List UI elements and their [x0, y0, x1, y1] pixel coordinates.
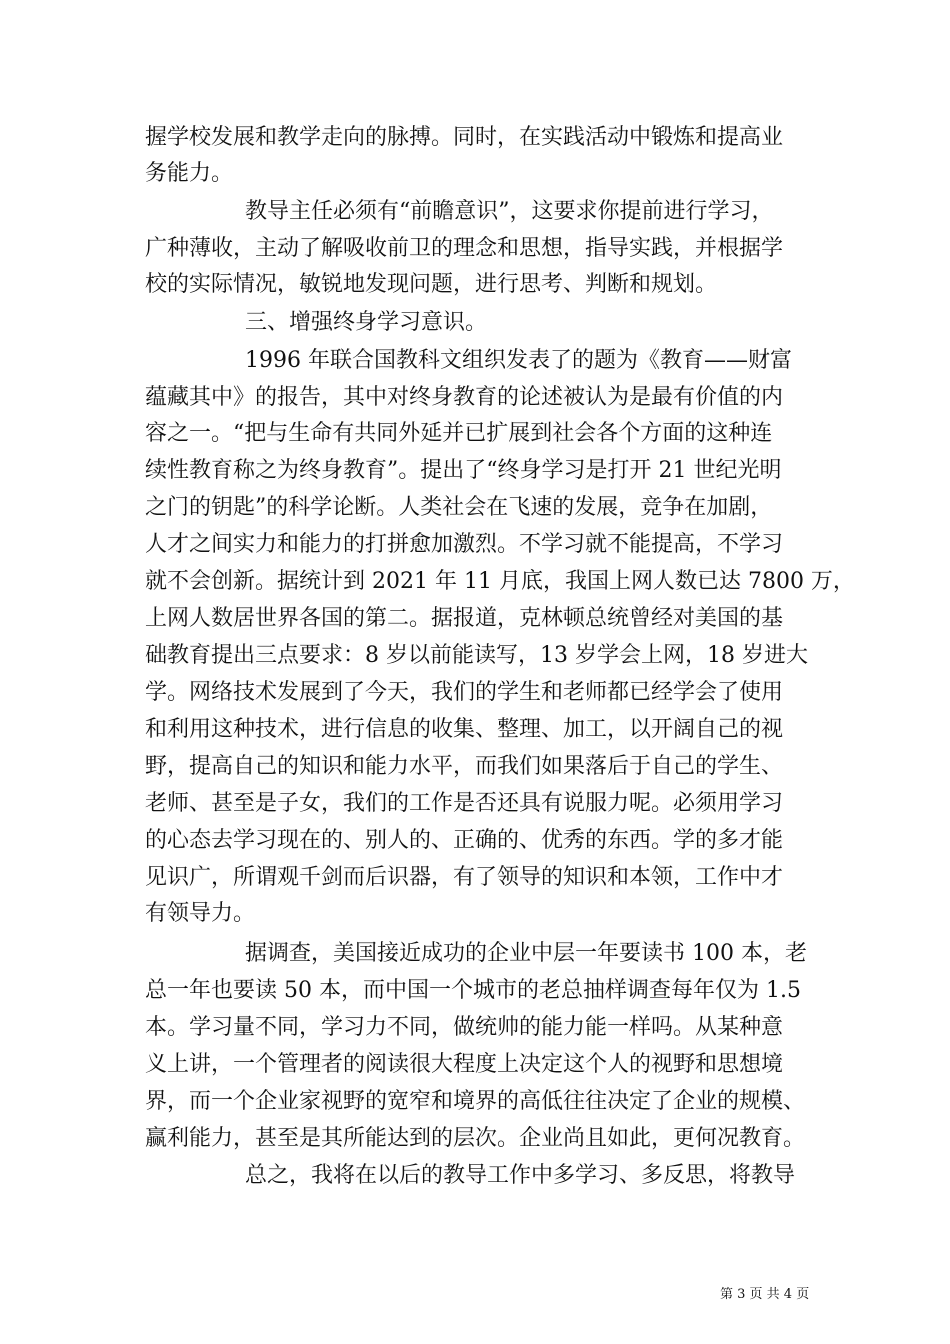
text-line: 的心态去学习现在的、别人的、正确的、优秀的东西。学的多才能 [145, 828, 784, 853]
text-line: 学。网络技术发展到了今天，我们的学生和老师都已经学会了使用 [145, 680, 784, 705]
text-line: 有领导力。 [145, 901, 256, 926]
text-line: 本。学习量不同，学习力不同，做统帅的能力能一样吗。从某种意 [145, 1015, 784, 1040]
text-line: 握学校发展和教学走向的脉搏。同时，在实践活动中锻炼和提高业 [145, 125, 784, 150]
text-line: 广种薄收，主动了解吸收前卫的理念和思想，指导实践，并根据学 [145, 236, 784, 261]
page-number: 第 3 页 共 4 页 [720, 1287, 810, 1302]
text-line: 校的实际情况，敏锐地发现问题，进行思考、判断和规划。 [145, 272, 718, 297]
text-line: 总一年也要读 50 本，而中国一个城市的老总抽样调查每年仅为 1.5 [145, 978, 801, 1003]
text-line: 1996 年联合国教科文组织发表了的题为《教育——财富 [245, 348, 792, 373]
text-line: 老师、甚至是子女，我们的工作是否还具有说服力呢。必须用学习 [145, 791, 784, 816]
text-line: 野，提高自己的知识和能力水平，而我们如果落后于自己的学生、 [145, 754, 784, 779]
text-line: 础教育提出三点要求：8 岁以前能读写，13 岁学会上网，18 岁进大 [145, 643, 808, 668]
text-line: 上网人数居世界各国的第二。据报道，克林顿总统曾经对美国的基 [145, 606, 784, 631]
text-line: 人才之间实力和能力的打拼愈加激烈。不学习就不能提高，不学习 [145, 532, 784, 557]
text-line: 见识广，所谓观千剑而后识器，有了领导的知识和本领，工作中才 [145, 865, 784, 890]
text-line: 就不会创新。据统计到 2021 年 11 月底，我国上网人数已达 7800 万， [145, 569, 855, 594]
text-line: 续性教育称之为终身教育”。提出了“终身学习是打开 21 世纪光明 [145, 458, 782, 483]
text-line: 教导主任必须有“前瞻意识”，这要求你提前进行学习， [245, 199, 774, 224]
text-line: 之门的钥匙”的科学论断。人类社会在飞速的发展，竞争在加剧， [145, 495, 773, 520]
text-line: 赢利能力，甚至是其所能达到的层次。企业尚且如此，更何况教育。 [145, 1126, 806, 1151]
section-heading: 三、增强终身学习意识。 [245, 310, 488, 335]
text-line: 总之，我将在以后的教导工作中多学习、多反思，将教导 [245, 1163, 796, 1188]
text-line: 义上讲，一个管理者的阅读很大程度上决定这个人的视野和思想境 [145, 1052, 784, 1077]
text-line: 务能力。 [145, 161, 234, 186]
text-line: 容之一。“把与生命有共同外延并已扩展到社会各个方面的这种连 [145, 421, 773, 446]
text-line: 蕴藏其中》的报告，其中对终身教育的论述被认为是最有价值的内 [145, 385, 784, 410]
text-line: 界，而一个企业家视野的宽窄和境界的高低往往决定了企业的规模、 [145, 1089, 806, 1114]
text-line: 和利用这种技术，进行信息的收集、整理、加工，以开阔自己的视 [145, 717, 784, 742]
text-line: 据调查，美国接近成功的企业中层一年要读书 100 本，老 [245, 941, 807, 966]
